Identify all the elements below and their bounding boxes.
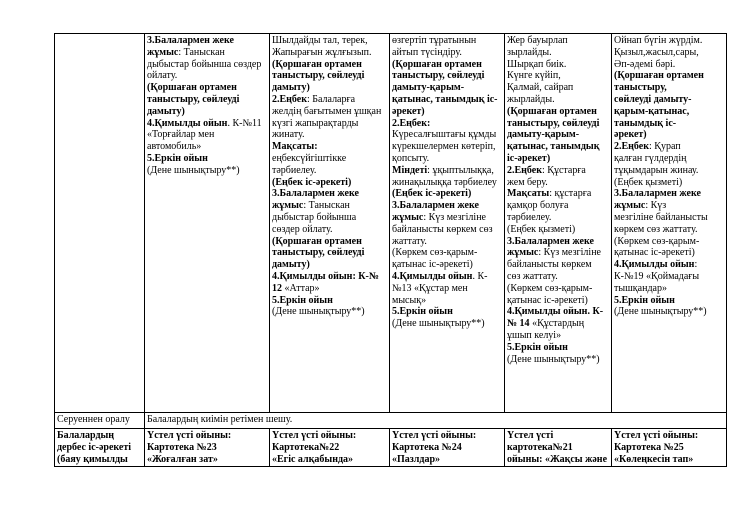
- plan-line: [272, 165, 387, 177]
- plan-line-tail: «Құстардың: [529, 318, 585, 330]
- plan-line-text: 5.Еркін ойын: [507, 341, 568, 353]
- plan-line: [507, 106, 609, 118]
- plan-line: [272, 283, 387, 295]
- plan-line-text: қатынас іс-әрекеті): [507, 294, 588, 306]
- plan-line-text: 4.Қимылды ойын. К-: [507, 306, 604, 318]
- plan-line-text: қатынас, танымдық: [507, 141, 600, 153]
- plan-line: [507, 82, 609, 94]
- plan-line: [614, 224, 724, 236]
- plan-line-text: таныстыру, сөйлеуді: [392, 70, 485, 82]
- plan-line: [272, 236, 387, 248]
- plan-line: [507, 295, 609, 307]
- plan-line: [147, 153, 267, 165]
- plan-line-text: (Еңбек қызметі): [614, 176, 683, 188]
- plan-line-text: ойлату.: [147, 70, 178, 82]
- plan-line-text: күзгі жапырақтарды: [272, 117, 359, 129]
- plan-line-text: Мақсаты: [507, 188, 550, 200]
- day-cell-2: [270, 34, 390, 413]
- plan-line-text: жинақылыққа тәрбиелеу: [392, 176, 497, 188]
- plan-line: [614, 129, 724, 141]
- plan-line: [507, 70, 609, 82]
- plan-line-text: 2.Еңбек: [272, 93, 307, 105]
- day-cell-1: [145, 34, 270, 413]
- game-line: «Көлеңкесін тап»: [614, 453, 694, 465]
- plan-line-text: 5.Еркін ойын: [272, 294, 333, 306]
- plan-line-text: 3.Балалармен жеке: [147, 35, 234, 46]
- plan-line: [147, 47, 267, 59]
- plan-line: [392, 177, 502, 189]
- plan-line: [392, 118, 502, 130]
- plan-line-text: 5.Еркін ойын: [614, 294, 675, 306]
- plan-line-text: қатынас іс-әрекеті): [614, 247, 695, 259]
- plan-line-text: Шылдайды тал, терек,: [272, 35, 368, 46]
- walk-return-label: Серуеннен оралу: [55, 413, 145, 429]
- plan-line-text: ұшып келуі»: [507, 329, 562, 341]
- plan-line: [392, 188, 502, 200]
- plan-line-tail: :: [694, 259, 698, 271]
- plan-line-text: іс-әрекет): [507, 152, 551, 164]
- plan-line-text: Қызыл,жасыл,сары,: [614, 46, 699, 58]
- plan-line-text: желдің бағытымен ұшқан: [272, 105, 382, 117]
- plan-line: [614, 188, 724, 200]
- plan-line: [507, 118, 609, 130]
- plan-line: [614, 271, 724, 283]
- game-cell-5: [612, 429, 727, 467]
- plan-line-text: Күресалғыштағы құмды: [392, 129, 497, 141]
- plan-line-text: жұмыс: [272, 200, 304, 212]
- plan-line-text: (Қоршаған ортамен: [392, 58, 482, 70]
- plan-line: [272, 141, 387, 153]
- plan-line-text: өзгертіп тұратынын: [392, 35, 477, 46]
- independent-activity-row: [55, 429, 727, 467]
- plan-line-text: (Еңбек қызметі): [507, 223, 576, 235]
- plan-line: [147, 118, 267, 130]
- plan-line: [507, 129, 609, 141]
- plan-line-text: (Қоршаған ортамен: [614, 70, 704, 82]
- plan-line-text: мезгіліне байланысты: [614, 211, 708, 223]
- plan-line-tail: «Аттар»: [282, 282, 320, 294]
- plan-line-text: 2.Еңбек: [507, 164, 542, 176]
- plan-line: [614, 200, 724, 212]
- plan-line-tail: . К-: [472, 270, 488, 282]
- plan-line-text: 2.Еңбек:: [392, 117, 431, 129]
- plan-line: [392, 82, 502, 94]
- plan-line-tail: : Қурап: [649, 141, 681, 153]
- plan-line: [614, 259, 724, 271]
- plan-line: [272, 295, 387, 307]
- plan-line: [147, 82, 267, 94]
- plan-line-text: (Дене шынықтыру**): [614, 306, 707, 318]
- plan-line: [147, 106, 267, 118]
- game-line: Картотека№22: [272, 441, 340, 453]
- plan-line-text: 3.Балалармен жеке: [614, 188, 701, 200]
- plan-line-text: тышқандар»: [614, 282, 667, 294]
- plan-line-text: жұмыс: [614, 200, 646, 212]
- plan-line: [392, 165, 502, 177]
- game-cell-1: [145, 429, 270, 467]
- plan-line: [272, 259, 387, 271]
- plan-line: [272, 59, 387, 71]
- plan-line: [272, 188, 387, 200]
- day-cell-3: [390, 34, 505, 413]
- plan-line: [507, 165, 609, 177]
- plan-line: [392, 35, 502, 47]
- plan-line: [507, 354, 609, 366]
- plan-line: [614, 59, 724, 71]
- plan-line: [392, 295, 502, 307]
- plan-line: [392, 106, 502, 118]
- plan-line-text: қопсыту.: [392, 152, 430, 164]
- plan-line: [147, 59, 267, 71]
- plan-line-text: жұмыс: [507, 247, 539, 259]
- plan-line-text: тәрбиелеу.: [272, 164, 317, 176]
- plan-line: [507, 94, 609, 106]
- plan-line: [392, 259, 502, 271]
- plan-line: [614, 70, 724, 82]
- plan-line: [507, 247, 609, 259]
- game-line: Үстел үсті ойыны:: [614, 430, 699, 441]
- plan-line-text: жаттату.: [392, 235, 427, 247]
- plan-line: [392, 47, 502, 59]
- plan-line: [392, 271, 502, 283]
- plan-line-text: қарым-қатынас,: [614, 105, 690, 117]
- plan-line: [392, 318, 502, 330]
- plan-line-text: (Дене шынықтыру**): [147, 164, 240, 176]
- plan-line: [147, 141, 267, 153]
- plan-line-text: 3.Балалармен жеке: [392, 200, 479, 212]
- plan-line: [614, 212, 724, 224]
- plan-line-text: (Қоршаған ортамен: [272, 235, 362, 247]
- plan-line-text: жырлайды.: [507, 93, 555, 105]
- plan-line-text: дамыту): [272, 82, 310, 94]
- plan-line-text: (Қоршаған ортамен: [507, 105, 597, 117]
- plan-line: [614, 306, 724, 318]
- plan-line: [614, 35, 724, 47]
- plan-line-text: № 14: [507, 318, 530, 330]
- plan-line-text: (Дене шынықтыру**): [392, 318, 485, 330]
- plan-line-text: (Көркем сөз-қарым-: [614, 235, 700, 247]
- plan-line: [272, 271, 387, 283]
- plan-line: [392, 212, 502, 224]
- plan-line: [507, 318, 609, 330]
- plan-line-text: Мақсаты:: [272, 141, 318, 153]
- plan-line: [507, 35, 609, 47]
- plan-line: [614, 118, 724, 130]
- activities-label-cell: [55, 34, 145, 413]
- plan-line-text: зырлайды.: [507, 46, 552, 58]
- plan-line: [614, 153, 724, 165]
- game-line: «Егіс алқабында»: [272, 453, 354, 465]
- plan-line: [614, 82, 724, 94]
- plan-line: [507, 271, 609, 283]
- plan-line-text: 3.Балалармен жеке: [272, 188, 359, 200]
- plan-line-text: таныстыру, сөйлеуді: [507, 117, 600, 129]
- plan-line-text: (Еңбек іс-әрекеті): [272, 176, 352, 188]
- plan-line-text: тәрбиелеу.: [507, 211, 552, 223]
- plan-line: [272, 306, 387, 318]
- plan-line-text: (Еңбек іс-әрекеті): [392, 188, 472, 200]
- plan-line-tail: . К-№11: [227, 117, 262, 129]
- plan-line-text: Міндеті: [392, 164, 428, 176]
- plan-line-text: №13 «Құстар мен: [392, 282, 468, 294]
- plan-line-text: Күнге күйіп,: [507, 70, 561, 82]
- plan-line-tail: : Таныскан: [303, 200, 350, 212]
- plan-line: [272, 212, 387, 224]
- plan-line: [272, 129, 387, 141]
- plan-line: [392, 129, 502, 141]
- plan-line: [392, 283, 502, 295]
- plan-line-text: әрекет): [614, 129, 647, 141]
- plan-line-text: 5.Еркін ойын: [147, 152, 208, 164]
- plan-line: [507, 283, 609, 295]
- plan-line-text: таныстыру, сөйлеуді: [147, 93, 240, 105]
- label-line: (баяу қимылды: [57, 453, 128, 465]
- plan-line-text: танымдық іс-: [614, 117, 677, 129]
- plan-line: [507, 224, 609, 236]
- plan-line: [272, 247, 387, 259]
- plan-line: [507, 59, 609, 71]
- game-line: Үстел үсті ойыны:: [147, 430, 232, 441]
- plan-line-text: 12: [272, 282, 282, 294]
- plan-line: [272, 82, 387, 94]
- plan-line: [392, 306, 502, 318]
- plan-line-text: жем беру.: [507, 176, 548, 188]
- plan-line-text: 4.Қимылды ойын: [614, 259, 695, 271]
- plan-line-text: айтып түсіндіру.: [392, 46, 462, 58]
- plan-line-text: Әп-әдемі бәрі.: [614, 58, 676, 70]
- game-line: «Жоғалған зат»: [147, 453, 218, 465]
- plan-line: [614, 94, 724, 106]
- plan-line-text: (Қоршаған ортамен: [147, 82, 237, 94]
- plan-line-text: Шырқап биік.: [507, 58, 567, 70]
- plan-line: [507, 306, 609, 318]
- plan-line: [507, 188, 609, 200]
- plan-line: [507, 177, 609, 189]
- plan-line: [614, 247, 724, 259]
- plan-line-tail: : Құстарға: [542, 164, 586, 176]
- game-line: Картотека №25: [614, 441, 684, 453]
- plan-line-text: (Қоршаған ортамен: [272, 58, 362, 70]
- day-cell-5: [612, 34, 727, 413]
- plan-table: [54, 33, 727, 467]
- plan-line-text: жұмыс: [392, 211, 424, 223]
- plan-line: [147, 129, 267, 141]
- plan-line: [392, 236, 502, 248]
- game-line: Үстел үсті: [507, 430, 554, 441]
- plan-line-text: қатынас іс-әрекеті): [392, 259, 473, 271]
- plan-line-text: дыбыстар бойынша сөздер: [147, 58, 262, 70]
- plan-line: [147, 70, 267, 82]
- plan-line: [507, 200, 609, 212]
- plan-line-text: дамыту-қарым-: [507, 129, 580, 141]
- plan-line-text: (Көркем сөз-қарым-: [392, 247, 478, 259]
- plan-line: [272, 118, 387, 130]
- plan-line: [507, 330, 609, 342]
- plan-line: [614, 177, 724, 189]
- plan-line-text: Жапырағын жұлғызып.: [272, 46, 372, 58]
- plan-line: [272, 94, 387, 106]
- plan-line: [272, 35, 387, 47]
- plan-line: [507, 141, 609, 153]
- game-line: Үстел үсті ойыны:: [392, 430, 477, 441]
- plan-line-text: таныстыру, сөйлеуді: [272, 70, 365, 82]
- plan-line-text: таныстыру, сөйлеуді: [272, 247, 365, 259]
- activities-row: [55, 34, 727, 413]
- plan-line: [392, 59, 502, 71]
- plan-line: [614, 141, 724, 153]
- plan-line: [614, 236, 724, 248]
- plan-line: [392, 224, 502, 236]
- game-line: «Пазлдар»: [392, 453, 441, 465]
- plan-line: [147, 165, 267, 177]
- plan-line-text: 4.Қимылды ойын: К-№: [272, 270, 379, 282]
- game-line: Картотека №23: [147, 441, 217, 453]
- walk-return-text: Балалардың киімін ретімен шешу.: [145, 413, 727, 429]
- plan-line-text: 2.Еңбек: [614, 141, 649, 153]
- plan-line: [507, 259, 609, 271]
- plan-line-text: сөйлеуді дамыту-: [614, 93, 692, 105]
- plan-line-tail: : Күз: [645, 200, 667, 212]
- plan-line-tail: : ұқыптылыққа,: [427, 164, 494, 176]
- plan-line-text: автомобиль»: [147, 141, 202, 153]
- plan-line: [392, 94, 502, 106]
- plan-line: [147, 35, 267, 47]
- plan-line-text: байланысты көркем сөз: [392, 223, 493, 235]
- plan-line: [614, 283, 724, 295]
- game-line: Үстел үсті ойыны:: [272, 430, 357, 441]
- plan-line: [507, 236, 609, 248]
- plan-line-text: қамқор болуға: [507, 200, 569, 212]
- plan-line: [614, 165, 724, 177]
- label-line: дербес іс-әрекеті: [57, 441, 132, 453]
- plan-line: [272, 200, 387, 212]
- game-line: Картотека №24: [392, 441, 462, 453]
- plan-line: [272, 70, 387, 82]
- plan-line: [507, 212, 609, 224]
- game-line: ойыны: «Жақсы және: [507, 453, 608, 465]
- game-cell-2: [270, 429, 390, 467]
- plan-line-text: дамыту): [272, 259, 310, 271]
- label-line: Балалардың: [57, 430, 115, 441]
- plan-line-text: Қалмай, сайрап: [507, 82, 574, 94]
- plan-line-text: Жер бауырлап: [507, 35, 568, 46]
- plan-line: [392, 153, 502, 165]
- plan-line-text: 5.Еркін ойын: [392, 306, 453, 318]
- game-line: картотека№21: [507, 441, 573, 453]
- plan-line-tail: : құстарға: [549, 188, 592, 200]
- plan-line-text: 3.Балалармен жеке: [507, 235, 594, 247]
- plan-line-text: 4.Қимылды ойын: [392, 270, 473, 282]
- plan-line-text: жұмыс: [147, 46, 179, 58]
- plan-line: [614, 47, 724, 59]
- plan-line-text: күрекшелермен көтеріп,: [392, 141, 496, 153]
- plan-line: [392, 247, 502, 259]
- plan-line-text: мысық»: [392, 294, 427, 306]
- plan-line-text: (Көркем сөз-қарым-: [507, 282, 593, 294]
- plan-line: [614, 106, 724, 118]
- plan-line-text: байланысты көркем: [507, 259, 592, 271]
- plan-line: [507, 47, 609, 59]
- plan-line-tail: : Балаларға: [307, 93, 356, 105]
- plan-line: [614, 295, 724, 307]
- plan-line-tail: : Күз мезгіліне: [538, 247, 601, 259]
- plan-line: [272, 106, 387, 118]
- day-cell-4: [505, 34, 612, 413]
- plan-line-text: дыбыстар бойынша: [272, 211, 357, 223]
- plan-line: [272, 153, 387, 165]
- plan-line-text: (Дене шынықтыру**): [507, 353, 600, 365]
- plan-line-text: К-№19 «Қоймадағы: [614, 270, 700, 282]
- plan-line-text: тұқымдарын жинау.: [614, 164, 699, 176]
- plan-line-text: таныстыру,: [614, 82, 667, 94]
- plan-line-text: еңбексүйгіштікке: [272, 152, 347, 164]
- plan-line: [507, 153, 609, 165]
- plan-line-text: жинату.: [272, 129, 305, 141]
- plan-line: [272, 47, 387, 59]
- plan-line-tail: : Күз мезгіліне: [423, 211, 486, 223]
- plan-line-text: дамыту): [147, 105, 185, 117]
- plan-line-text: 4.Қимылды ойын: [147, 117, 228, 129]
- plan-line-tail: : Таныскан: [178, 46, 225, 58]
- plan-line-text: сөздер ойлату.: [272, 223, 333, 235]
- game-cell-4: [505, 429, 612, 467]
- plan-line: [272, 224, 387, 236]
- plan-line: [392, 141, 502, 153]
- plan-line-text: «Торғайлар мен: [147, 129, 215, 141]
- plan-line-text: әрекет): [392, 105, 425, 117]
- plan-line-text: қалған гүлдердің: [614, 152, 687, 164]
- independent-activity-label: [55, 429, 145, 467]
- plan-line-text: дамыту-қарым-: [392, 82, 465, 94]
- plan-line-text: көркем сөз жаттату.: [614, 223, 698, 235]
- plan-line: [507, 342, 609, 354]
- plan-line: [392, 200, 502, 212]
- game-cell-3: [390, 429, 505, 467]
- plan-line-text: сөз жаттату.: [507, 270, 558, 282]
- plan-line: [147, 94, 267, 106]
- plan-line-text: (Дене шынықтыру**): [272, 306, 365, 318]
- plan-line: [392, 70, 502, 82]
- plan-line: [272, 177, 387, 189]
- plan-line-text: қатынас, танымдық іс-: [392, 93, 498, 105]
- plan-line-text: Ойнап бүгін жүрдім.: [614, 35, 703, 46]
- walk-return-row: [55, 413, 727, 429]
